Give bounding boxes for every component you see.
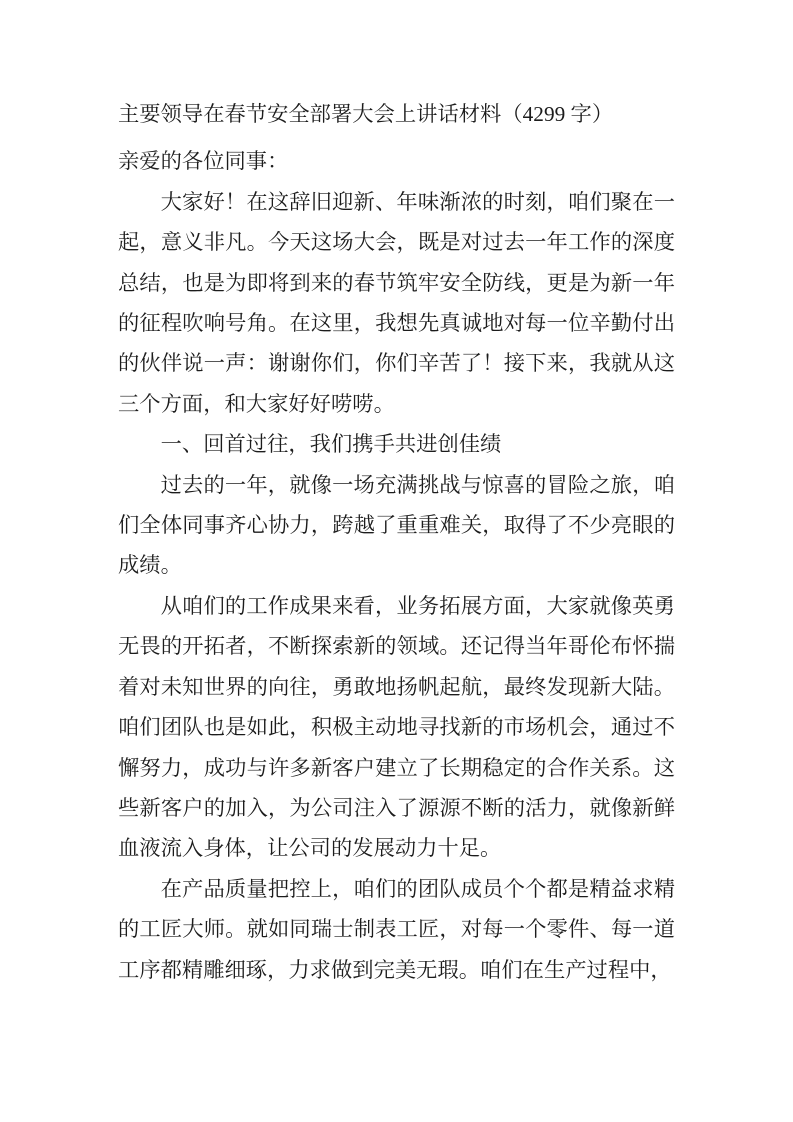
section-heading-1: 一、回首过往，我们携手共进创佳绩 — [160, 432, 502, 457]
document-content — [118, 94, 675, 990]
document-title: 主要领导在春节安全部署大会上讲话材料（4299 字） — [118, 102, 614, 126]
paragraph-review: 过去的一年，就像一场充满挑战与惊喜的冒险之旅，咱们全体同事齐心协力，跨越了重重难关，取得了不少亮眼的成绩。 — [118, 472, 675, 578]
salutation-line: 亲爱的各位同事： — [118, 149, 289, 174]
paragraph-intro: 大家好！在这辞旧迎新、年味渐浓的时刻，咱们聚在一起，意义非凡。今天这场大会，既是对过去一年工作的深度总结，也是为即将到来的春节筑牢安全防线，更是为新一年的征程吹响号角。在这里，我想先真诚地对每一位辛勤付出的伙伴说一声：谢谢你们，你们辛苦了！接下来，我就从这三个方面，和大家好好唠唠。 — [118, 189, 675, 416]
paragraph-quality: 在产品质量把控上，咱们的团队成员个个都是精益求精的工匠大师。就如同瑞士制表工匠，对每一个零件、每一道工序都精雕细琢，力求做到完美无瑕。咱们在生产过程中， — [118, 876, 675, 982]
paragraph-business: 从咱们的工作成果来看，业务拓展方面，大家就像英勇无畏的开拓者，不断探索新的领域。还记得当年哥伦布怀揣着对未知世界的向往，勇敢地扬帆起航，最终发现新大陆。咱们团队也是如此，积极主动地寻找新的市场机会，通过不懈努力，成功与许多新客户建立了长期稳定的合作关系。这些新客户的加入，为公司注入了源源不断的活力，就像新鲜血液流入身体，让公司的发展动力十足。 — [118, 593, 675, 861]
